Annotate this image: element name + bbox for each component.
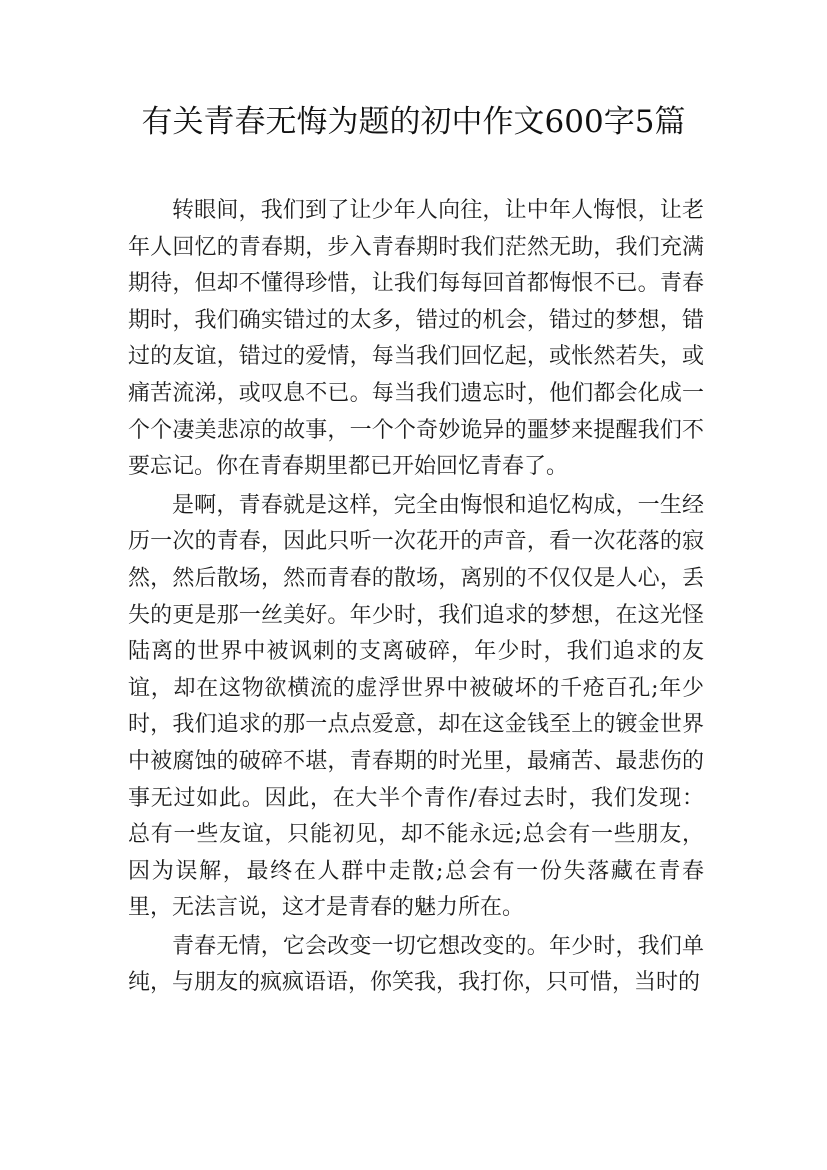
paragraph: 是啊，青春就是这样，完全由悔恨和追忆构成，一生经历一次的青春，因此只听一次花开的声音，看一次花落的寂然，然后散场，然而青春的散场，离别的不仅仅是人心，丢失的更是那一丝美好。年少时，我们追求的梦想，在这光怪陆离的世界中被讽刺的支离破碎，年少时，我们追求的友谊，却在这物欲横流的虚浮世界中被破坏的千疮百孔;年少时，我们追求的那一点点爱意，却在这金钱至上的镀金世界中被腐蚀的破碎不堪，青春期的时光里，最痛苦、最悲伤的事无过如此。因此，在大半个青作/春过去时，我们发现：总有一些友谊，只能初见，却不能永远;总会有一些朋友，因为误解，最终在人群中走散;总会有一份失落藏在青春里，无法言说，这才是青春的魅力所在。 (128, 492, 704, 921)
paragraph: 转眼间，我们到了让少年人向往，让中年人悔恨，让老年人回忆的青春期，步入青春期时我们茫然无助，我们充满期待，但却不懂得珍惜，让我们每每回首都悔恨不已。青春期时，我们确实错过的太多，错过的机会，错过的梦想，错过的友谊，错过的爱情，每当我们回忆起，或怅然若失，或痛苦流涕，或叹息不已。每当我们遗忘时，他们都会化成一个个凄美悲凉的故事，一个个奇妙诡异的噩梦来提醒我们不要忘记。你在青春期里都已开始回忆青春了。 (128, 198, 704, 480)
document-title: 有关青春无悔为题的初中作文600字5篇 (141, 104, 686, 140)
paragraph: 青春无情，它会改变一切它想改变的。年少时，我们单纯，与朋友的疯疯语语，你笑我，我打你，只可惜，当时的 (128, 933, 704, 996)
document-body (128, 193, 704, 1002)
